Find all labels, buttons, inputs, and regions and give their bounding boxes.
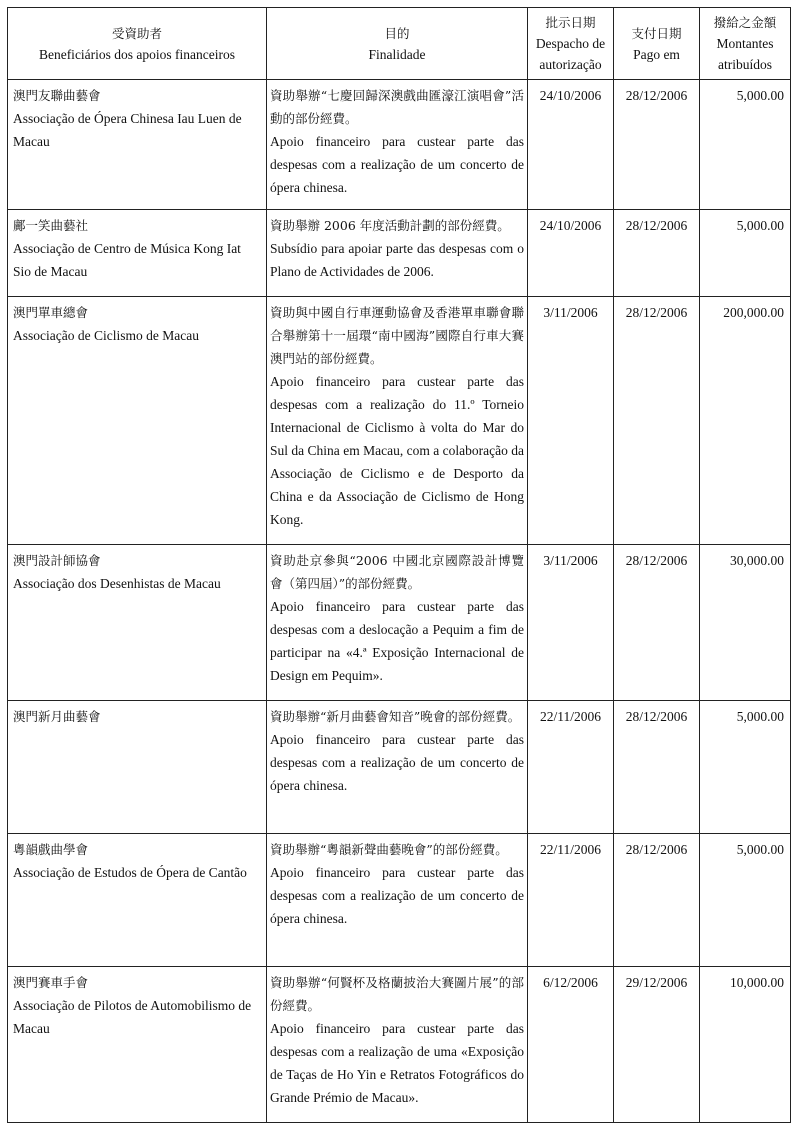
authorization-date: 22/11/2006 [528, 834, 614, 967]
table-row [8, 834, 791, 967]
beneficiary-cell [8, 210, 267, 297]
authorization-date: 22/11/2006 [528, 701, 614, 834]
purpose-pt: Subsídio para apoiar parte das despesas com o Plano de Actividades de 2006. [270, 241, 524, 279]
amount: 200,000.00 [700, 297, 791, 545]
header-amount-zh: 撥給之金額 [713, 15, 777, 30]
beneficiary-zh: 澳門設計師協會 [13, 553, 101, 568]
paid-date: 28/12/2006 [614, 701, 700, 834]
header-paid-zh: 支付日期 [631, 25, 682, 41]
purpose-pt: Apoio financeiro para custear parte das despesas com a deslocação a Pequim a fim de participar na «4.ª Exposição Internacional de Design em Pequim». [270, 599, 524, 683]
purpose-zh: 資助舉辦“新月曲藝會知音”晚會的部份經費。 [270, 709, 521, 724]
header-amount-pt: Montantes atribuídos [716, 36, 774, 72]
table-header-row [8, 8, 791, 80]
purpose-zh: 資助舉辦“何賢杯及格蘭披治大賽圖片展”的部份經費。 [270, 975, 524, 1013]
purpose-zh: 資助赴京參與“2006 中國北京國際設計博覽會（第四屆）”的部份經費。 [270, 553, 524, 591]
table-row [8, 545, 791, 701]
purpose-zh: 資助與中國自行車運動協會及香港單車聯會聯合舉辦第十一屆環“南中國海”國際自行車大賽澳門站的部份經費。 [270, 305, 524, 366]
beneficiary-zh: 澳門新月曲藝會 [13, 709, 101, 724]
beneficiary-zh: 澳門友聯曲藝會 [13, 88, 101, 103]
amount: 5,000.00 [700, 701, 791, 834]
table-row [8, 210, 791, 297]
authorization-date: 24/10/2006 [528, 210, 614, 297]
table-row [8, 297, 791, 545]
header-authorization [528, 8, 614, 80]
purpose-pt: Apoio financeiro para custear parte das despesas com a realização de um concerto de ópera chinesa. [270, 732, 524, 793]
beneficiary-cell [8, 297, 267, 545]
subsidy-table [7, 7, 791, 1123]
purpose-cell [267, 297, 528, 545]
beneficiary-zh: 澳門單車總會 [13, 305, 89, 320]
purpose-pt: Apoio financeiro para custear parte das despesas com a realização de um concerto de ópera chinesa. [270, 134, 524, 195]
purpose-pt: Apoio financeiro para custear parte das despesas com a realização de um concerto de ópera chinesa. [270, 865, 524, 926]
paid-date: 29/12/2006 [614, 967, 700, 1123]
purpose-zh: 資助舉辦“粵韻新聲曲藝晚會”的部份經費。 [270, 842, 508, 857]
table-row [8, 80, 791, 210]
beneficiary-cell [8, 967, 267, 1123]
beneficiary-pt: Associação de Estudos de Ópera de Cantão [13, 865, 247, 880]
beneficiary-cell [8, 701, 267, 834]
header-authorization-pt: Despacho de autorização [535, 36, 606, 72]
beneficiary-cell [8, 834, 267, 967]
purpose-cell [267, 80, 528, 210]
header-beneficiary-zh: 受資助者 [111, 25, 162, 41]
paid-date: 28/12/2006 [614, 297, 700, 545]
authorization-date: 24/10/2006 [528, 80, 614, 210]
amount: 5,000.00 [700, 210, 791, 297]
paid-date: 28/12/2006 [614, 210, 700, 297]
purpose-pt: Apoio financeiro para custear parte das despesas com a realização de uma «Exposição de Taças de Ho Yin e Retratos Fotográficos do Grande Prémio de Macau». [270, 1021, 524, 1105]
beneficiary-cell [8, 80, 267, 210]
purpose-cell [267, 210, 528, 297]
header-beneficiary-pt: Beneficiários dos apoios financeiros [38, 46, 236, 62]
purpose-cell [267, 545, 528, 701]
amount: 5,000.00 [700, 80, 791, 210]
purpose-cell [267, 834, 528, 967]
purpose-cell [267, 701, 528, 834]
beneficiary-cell [8, 545, 267, 701]
header-purpose-pt: Finalidade [368, 46, 426, 62]
header-paid-pt: Pago em [633, 46, 680, 62]
header-paid [614, 8, 700, 80]
beneficiary-pt: Associação de Ópera Chinesa Iau Luen de Macau [13, 111, 242, 149]
header-amount [700, 8, 791, 80]
paid-date: 28/12/2006 [614, 545, 700, 701]
beneficiary-zh: 鄺一笑曲藝社 [13, 218, 89, 233]
beneficiary-pt: Associação de Ciclismo de Macau [13, 328, 199, 343]
paid-date: 28/12/2006 [614, 834, 700, 967]
header-purpose [267, 8, 528, 80]
beneficiary-zh: 粵韻戲曲學會 [13, 842, 89, 857]
purpose-cell [267, 967, 528, 1123]
paid-date: 28/12/2006 [614, 80, 700, 210]
authorization-date: 3/11/2006 [528, 545, 614, 701]
table-row [8, 967, 791, 1123]
amount: 30,000.00 [700, 545, 791, 701]
header-authorization-zh: 批示日期 [545, 15, 596, 30]
beneficiary-pt: Associação dos Desenhistas de Macau [13, 576, 221, 591]
header-beneficiary [8, 8, 267, 80]
purpose-zh: 資助舉辦 2006 年度活動計劃的部份經費。 [270, 218, 510, 233]
authorization-date: 6/12/2006 [528, 967, 614, 1123]
header-purpose-zh: 目的 [384, 25, 410, 41]
amount: 10,000.00 [700, 967, 791, 1123]
beneficiary-pt: Associação de Centro de Música Kong Iat Sio de Macau [13, 241, 241, 279]
purpose-zh: 資助舉辦“七慶回歸深澳戲曲匯濠江演唱會”活動的部份經費。 [270, 88, 524, 126]
beneficiary-pt: Associação de Pilotos de Automobilismo de Macau [13, 998, 252, 1036]
table-row [8, 701, 791, 834]
authorization-date: 3/11/2006 [528, 297, 614, 545]
purpose-pt: Apoio financeiro para custear parte das despesas com a realização do 11.º Torneio Internacional de Ciclismo à volta do Mar do Sul da China em Macau, com a colaboração da Associação de Ciclismo e de Desporto da China e da Associação de Ciclismo de Hong Kong. [270, 374, 524, 527]
amount: 5,000.00 [700, 834, 791, 967]
beneficiary-zh: 澳門賽車手會 [13, 975, 89, 990]
